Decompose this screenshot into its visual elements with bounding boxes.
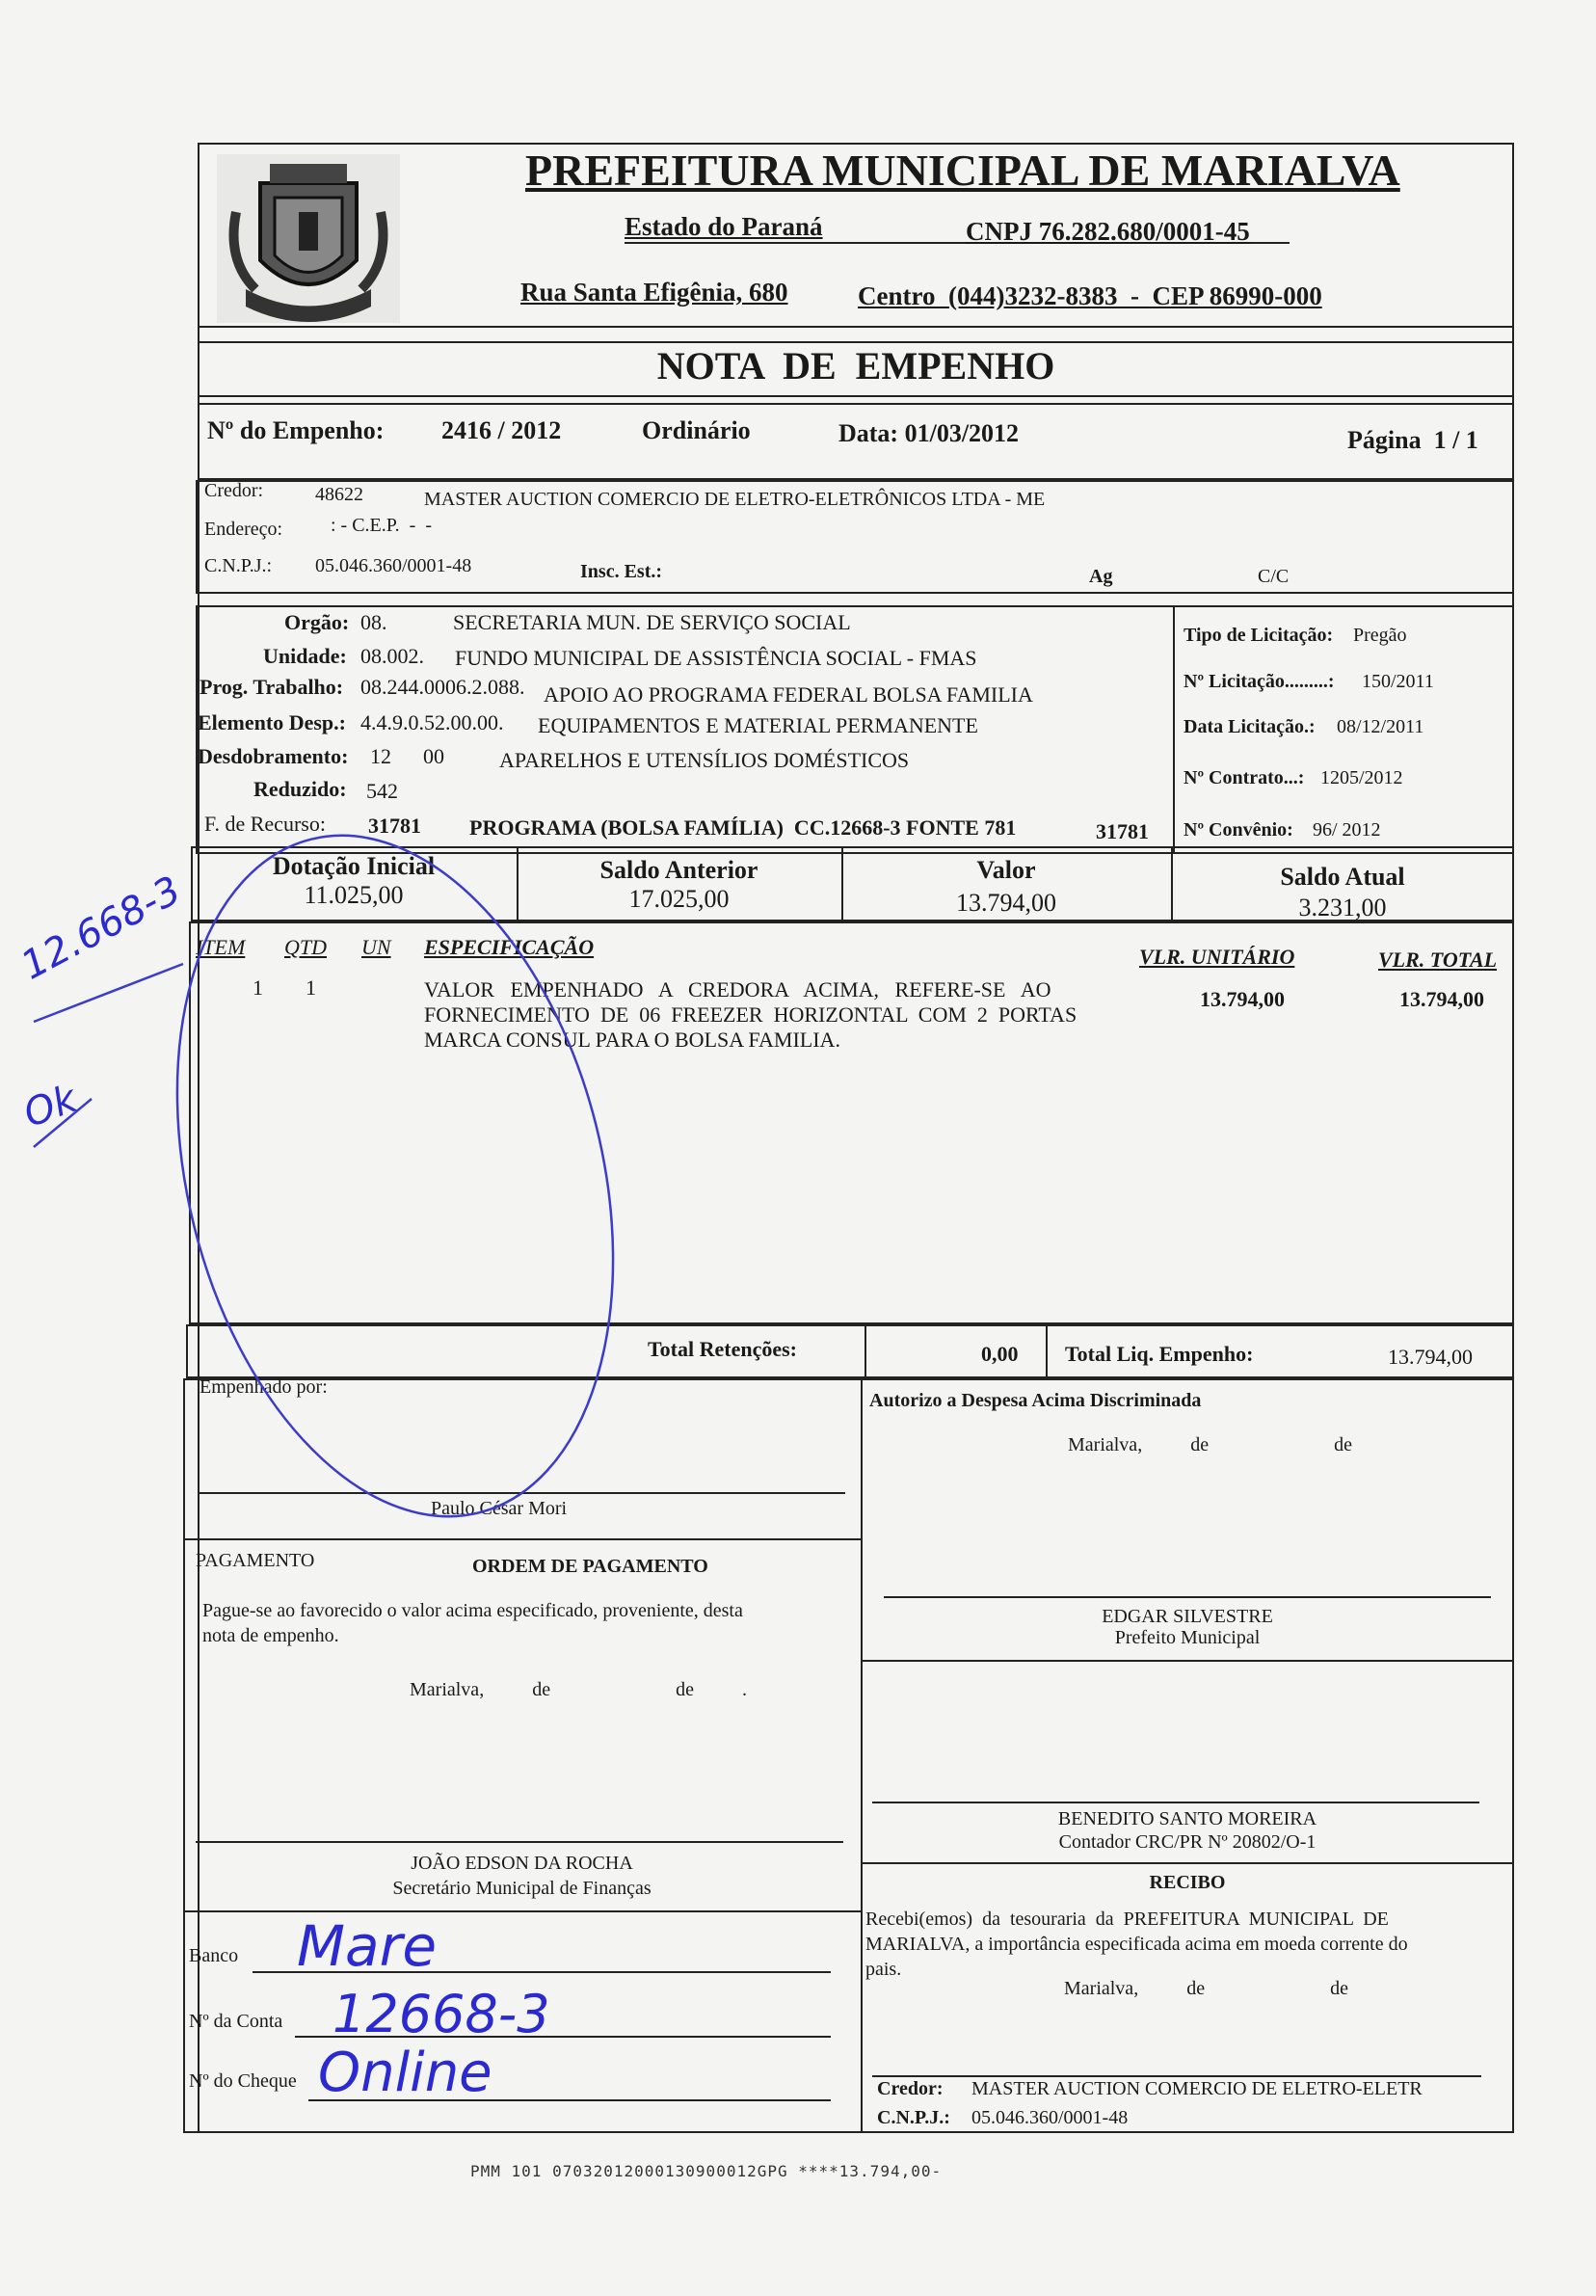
credor-label: Credor: <box>204 480 264 501</box>
handwritten-side-number: 12.668-3 <box>13 868 189 989</box>
row-item: 1 <box>253 975 263 1000</box>
conta-label: Nº da Conta <box>189 2011 283 2032</box>
unidade-name: FUNDO MUNICIPAL DE ASSISTÊNCIA SOCIAL - FMAS <box>455 646 977 670</box>
empenhado-name: Paulo César Mori <box>431 1498 568 1519</box>
secretario-role: Secretário Municipal de Finanças <box>392 1878 652 1899</box>
valor-value: 13.794,00 <box>956 889 1056 917</box>
left-city-line: Marialva, de de . <box>410 1679 747 1700</box>
convenio-label: Nº Convênio: <box>1184 819 1293 841</box>
handwritten-cheque: Online <box>318 2042 492 2104</box>
insc-label: Insc. Est.: <box>580 561 663 582</box>
recibo-title: RECIBO <box>1149 1872 1226 1893</box>
doc-title: NOTA DE EMPENHO <box>656 344 1055 387</box>
convenio-value: 96/ 2012 <box>1313 819 1381 841</box>
row-spec-line2: FORNECIMENTO DE 06 FREEZER HORIZONTAL COM 2 PORTAS <box>424 1002 1077 1027</box>
saldo-atual-value: 3.231,00 <box>1298 894 1387 921</box>
row-qtd: 1 <box>306 975 316 1000</box>
items-header-vlr-total: VLR. TOTAL <box>1378 948 1498 972</box>
recibo-city-line: Marialva, de de <box>1064 1978 1348 1999</box>
endereco-label: Endereço: <box>204 519 283 540</box>
header-title: PREFEITURA MUNICIPAL DE MARIALVA <box>525 146 1400 195</box>
row-vlr-total: 13.794,00 <box>1399 987 1484 1011</box>
saldo-atual-label: Saldo Atual <box>1280 863 1405 891</box>
credor-code: 48622 <box>315 484 363 505</box>
orgao-label: Orgão: <box>284 610 350 634</box>
empenho-label: Nº do Empenho: <box>207 416 385 444</box>
recurso-name: PROGRAMA (BOLSA FAMÍLIA) CC.12668-3 FONTE 781 <box>469 815 1017 840</box>
recurso-code2: 31781 <box>1096 819 1149 843</box>
saldo-anterior-label: Saldo Anterior <box>599 856 758 884</box>
pague-line2: nota de empenho. <box>202 1625 339 1646</box>
ordem-pagamento-title: ORDEM DE PAGAMENTO <box>472 1556 708 1577</box>
recibo-line2: MARIALVA, a importância especificada acima em moeda corrente do <box>865 1934 1408 1955</box>
contador-name: BENEDITO SANTO MOREIRA <box>1057 1808 1317 1829</box>
autorizo-label: Autorizo a Despesa Acima Discriminada <box>869 1390 1202 1411</box>
ag-label: Ag <box>1089 566 1113 587</box>
credor-name: MASTER AUCTION COMERCIO DE ELETRO-ELETRÔNICOS LTDA - ME <box>424 489 1046 510</box>
banco-label: Banco <box>189 1945 239 1966</box>
tipo-licitacao-label: Tipo de Licitação: <box>1184 625 1334 646</box>
row-vlr-unitario: 13.794,00 <box>1200 987 1285 1011</box>
elemento-code: 4.4.9.0.52.00.00. <box>360 710 504 734</box>
contrato-label: Nº Contrato...: <box>1184 767 1305 788</box>
cheque-label: Nº do Cheque <box>189 2070 297 2092</box>
recibo-line1: Recebi(emos) da tesouraria da PREFEITURA MUNICIPAL DE <box>865 1909 1389 1930</box>
prog-label: Prog. Trabalho: <box>200 675 344 699</box>
pague-line1: Pague-se ao favorecido o valor acima especificado, proveniente, desta <box>202 1600 743 1621</box>
unidade-code: 08.002. <box>360 644 424 668</box>
handwritten-conta: 12668-3 <box>332 1984 550 2044</box>
reduzido-label: Reduzido: <box>253 777 347 801</box>
recurso-label: F. de Recurso: <box>204 812 326 836</box>
reduzido-value: 542 <box>366 779 398 803</box>
cc-label: C/C <box>1258 566 1290 587</box>
recurso-code: 31781 <box>368 814 421 838</box>
contrato-value: 1205/2012 <box>1320 767 1403 788</box>
contador-role: Contador CRC/PR Nº 20802/O-1 <box>1058 1831 1317 1853</box>
recibo-credor-label: Credor: <box>877 2078 944 2099</box>
autorizo-city-line: Marialva, de de <box>1068 1434 1352 1455</box>
unidade-label: Unidade: <box>263 644 347 668</box>
row-spec-line1: VALOR EMPENHADO A CREDORA ACIMA, REFERE-SE AO <box>424 977 1051 1001</box>
elemento-label: Elemento Desp.: <box>198 710 346 734</box>
valor-label: Valor <box>976 856 1036 884</box>
recibo-credor-value: MASTER AUCTION COMERCIO DE ELETRO-ELETR <box>971 2078 1423 2099</box>
footer-code: PMM 101 07032012000130900012GPG ****13.794,00- <box>470 2162 943 2180</box>
orgao-code: 08. <box>360 610 387 634</box>
header-state: Estado do Paraná <box>625 212 823 241</box>
liq-empenho-value: 13.794,00 <box>1388 1345 1473 1369</box>
cnpj-label: C.N.P.J.: <box>204 555 273 576</box>
recibo-cnpj-value: 05.046.360/0001-48 <box>971 2107 1129 2128</box>
recibo-line3: pais. <box>865 1959 902 1980</box>
data-licitacao-value: 08/12/2011 <box>1332 716 1424 737</box>
items-header-item: ITEM <box>196 935 246 959</box>
numero-licitacao-label: Nº Licitação.........: <box>1184 671 1335 692</box>
dotacao-value: 11.025,00 <box>304 881 404 909</box>
prog-name: APOIO AO PROGRAMA FEDERAL BOLSA FAMILIA <box>544 682 1033 707</box>
liq-empenho-label: Total Liq. Empenho: <box>1065 1342 1254 1366</box>
empenhado-por-label: Empenhado por: <box>200 1376 328 1398</box>
empenho-number: 2416 / 2012 <box>441 416 562 444</box>
prefeito-role: Prefeito Municipal <box>1114 1627 1261 1648</box>
pagamento-label: PAGAMENTO <box>196 1550 315 1571</box>
desdob-name: APARELHOS E UTENSÍLIOS DOMÉSTICOS <box>499 748 910 772</box>
dotacao-label: Dotação Inicial <box>272 852 436 880</box>
elemento-name: EQUIPAMENTOS E MATERIAL PERMANENTE <box>538 713 978 737</box>
secretario-name: JOÃO EDSON DA ROCHA <box>411 1853 633 1874</box>
handwritten-banco: Mare <box>297 1913 438 1979</box>
items-header-vlr-unitario: VLR. UNITÁRIO <box>1139 945 1295 969</box>
items-header-qtd: QTD <box>284 935 328 959</box>
row-spec-line3: MARCA CONSUL PARA O BOLSA FAMILIA. <box>424 1028 840 1052</box>
retencoes-label: Total Retenções: <box>648 1337 797 1361</box>
header-street: Rua Santa Efigênia, 680 <box>520 278 788 307</box>
endereco-value: : - C.E.P. - - <box>331 515 432 536</box>
recibo-cnpj-label: C.N.P.J.: <box>877 2107 950 2128</box>
tipo-licitacao-value: Pregão <box>1353 625 1407 646</box>
header-address: Centro (044)3232-8383 - CEP 86990-000 <box>858 281 1322 310</box>
empenho-type: Ordinário <box>642 416 751 444</box>
empenho-page: Página 1 / 1 <box>1347 426 1478 454</box>
items-header-especificacao: ESPECIFICAÇÃO <box>424 935 595 959</box>
header-cnpj: CNPJ 76.282.680/0001-45 <box>966 217 1250 246</box>
prefeito-name: EDGAR SILVESTRE <box>1102 1606 1273 1627</box>
data-licitacao-label: Data Licitação.: <box>1184 716 1316 737</box>
cnpj-value: 05.046.360/0001-48 <box>315 555 472 576</box>
retencoes-value: 0,00 <box>981 1342 1019 1366</box>
handwritten-side-initials: Ok <box>17 1077 83 1136</box>
numero-licitacao-value: 150/2011 <box>1357 671 1434 692</box>
prog-code: 08.244.0006.2.088. <box>360 675 525 699</box>
saldo-anterior-value: 17.025,00 <box>628 885 730 913</box>
desdob-label: Desdobramento: <box>198 744 349 768</box>
orgao-name: SECRETARIA MUN. DE SERVIÇO SOCIAL <box>453 610 851 634</box>
desdob-code: 12 00 <box>370 744 444 768</box>
empenho-date: Data: 01/03/2012 <box>838 419 1020 447</box>
items-header-un: UN <box>361 935 391 959</box>
